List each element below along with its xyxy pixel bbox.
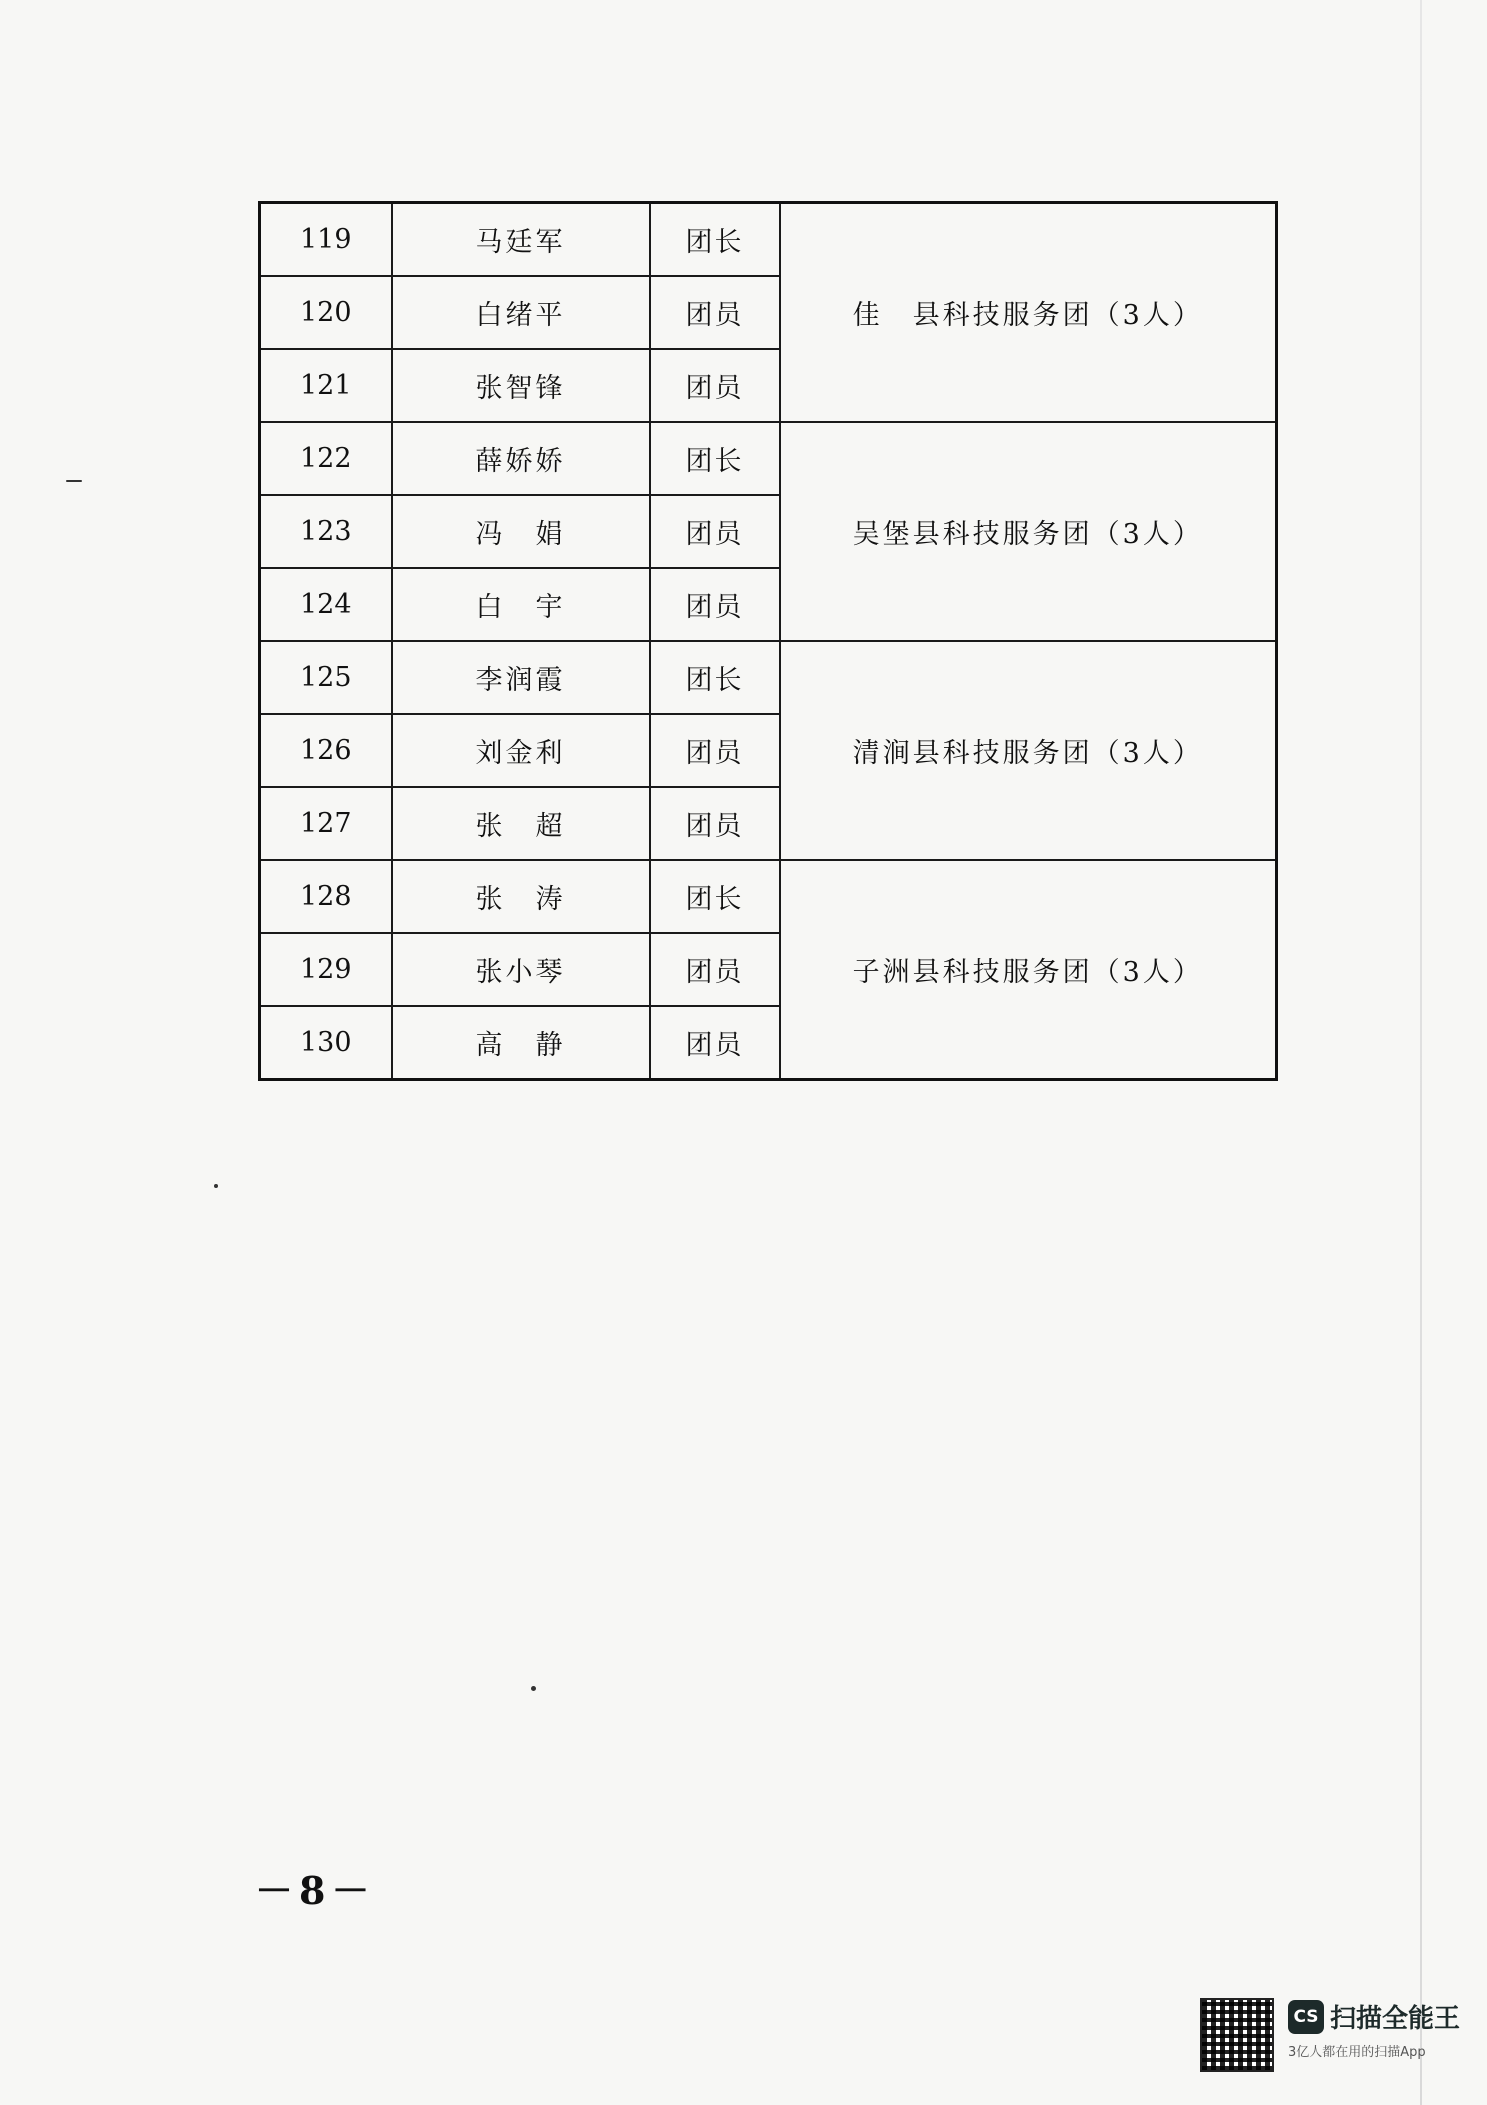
scan-speck xyxy=(66,480,82,482)
cs-logo-icon: CS xyxy=(1288,2000,1324,2034)
member-name: 刘金利 xyxy=(392,714,650,787)
member-role: 团长 xyxy=(650,641,780,714)
member-name: 张小琴 xyxy=(392,933,650,1006)
member-name: 白 宇 xyxy=(392,568,650,641)
member-role: 团员 xyxy=(650,933,780,1006)
member-name: 张智锋 xyxy=(392,349,650,422)
page-number: －8－ xyxy=(255,1868,376,1913)
row-number: 121 xyxy=(260,349,392,422)
row-number: 119 xyxy=(260,203,392,277)
row-number: 122 xyxy=(260,422,392,495)
member-name: 张 超 xyxy=(392,787,650,860)
member-name: 冯 娟 xyxy=(392,495,650,568)
member-role: 团员 xyxy=(650,568,780,641)
scanner-watermark xyxy=(1200,1998,1460,2072)
member-role: 团员 xyxy=(650,1006,780,1080)
brand-name: 扫描全能王 xyxy=(1330,2004,1461,2034)
member-name: 高 静 xyxy=(392,1006,650,1080)
table-row xyxy=(260,422,1277,495)
group-name: 清涧县科技服务团（3人） xyxy=(780,641,1277,860)
row-number: 125 xyxy=(260,641,392,714)
brand-tagline: 3亿人都在用的扫描App xyxy=(1288,2045,1426,2060)
table-row xyxy=(260,203,1277,277)
member-role: 团员 xyxy=(650,787,780,860)
row-number: 129 xyxy=(260,933,392,1006)
group-name: 吴堡县科技服务团（3人） xyxy=(780,422,1277,641)
member-role: 团长 xyxy=(650,422,780,495)
member-role: 团长 xyxy=(650,203,780,277)
member-name: 张 涛 xyxy=(392,860,650,933)
member-role: 团员 xyxy=(650,495,780,568)
roster-table xyxy=(258,201,1278,1081)
member-role: 团长 xyxy=(650,860,780,933)
row-number: 120 xyxy=(260,276,392,349)
table-row xyxy=(260,860,1277,933)
qr-code-icon xyxy=(1200,1998,1274,2072)
table-row xyxy=(260,641,1277,714)
row-number: 126 xyxy=(260,714,392,787)
member-name: 马廷军 xyxy=(392,203,650,277)
row-number: 124 xyxy=(260,568,392,641)
member-name: 白绪平 xyxy=(392,276,650,349)
member-name: 薛娇娇 xyxy=(392,422,650,495)
row-number: 130 xyxy=(260,1006,392,1080)
member-role: 团员 xyxy=(650,349,780,422)
member-role: 团员 xyxy=(650,714,780,787)
scan-speck xyxy=(214,1184,218,1188)
member-role: 团员 xyxy=(650,276,780,349)
group-name: 佳 县科技服务团（3人） xyxy=(780,203,1277,422)
row-number: 128 xyxy=(260,860,392,933)
page-edge xyxy=(1420,0,1422,2105)
group-name: 子洲县科技服务团（3人） xyxy=(780,860,1277,1080)
member-name: 李润霞 xyxy=(392,641,650,714)
row-number: 123 xyxy=(260,495,392,568)
row-number: 127 xyxy=(260,787,392,860)
scan-speck xyxy=(531,1686,536,1691)
